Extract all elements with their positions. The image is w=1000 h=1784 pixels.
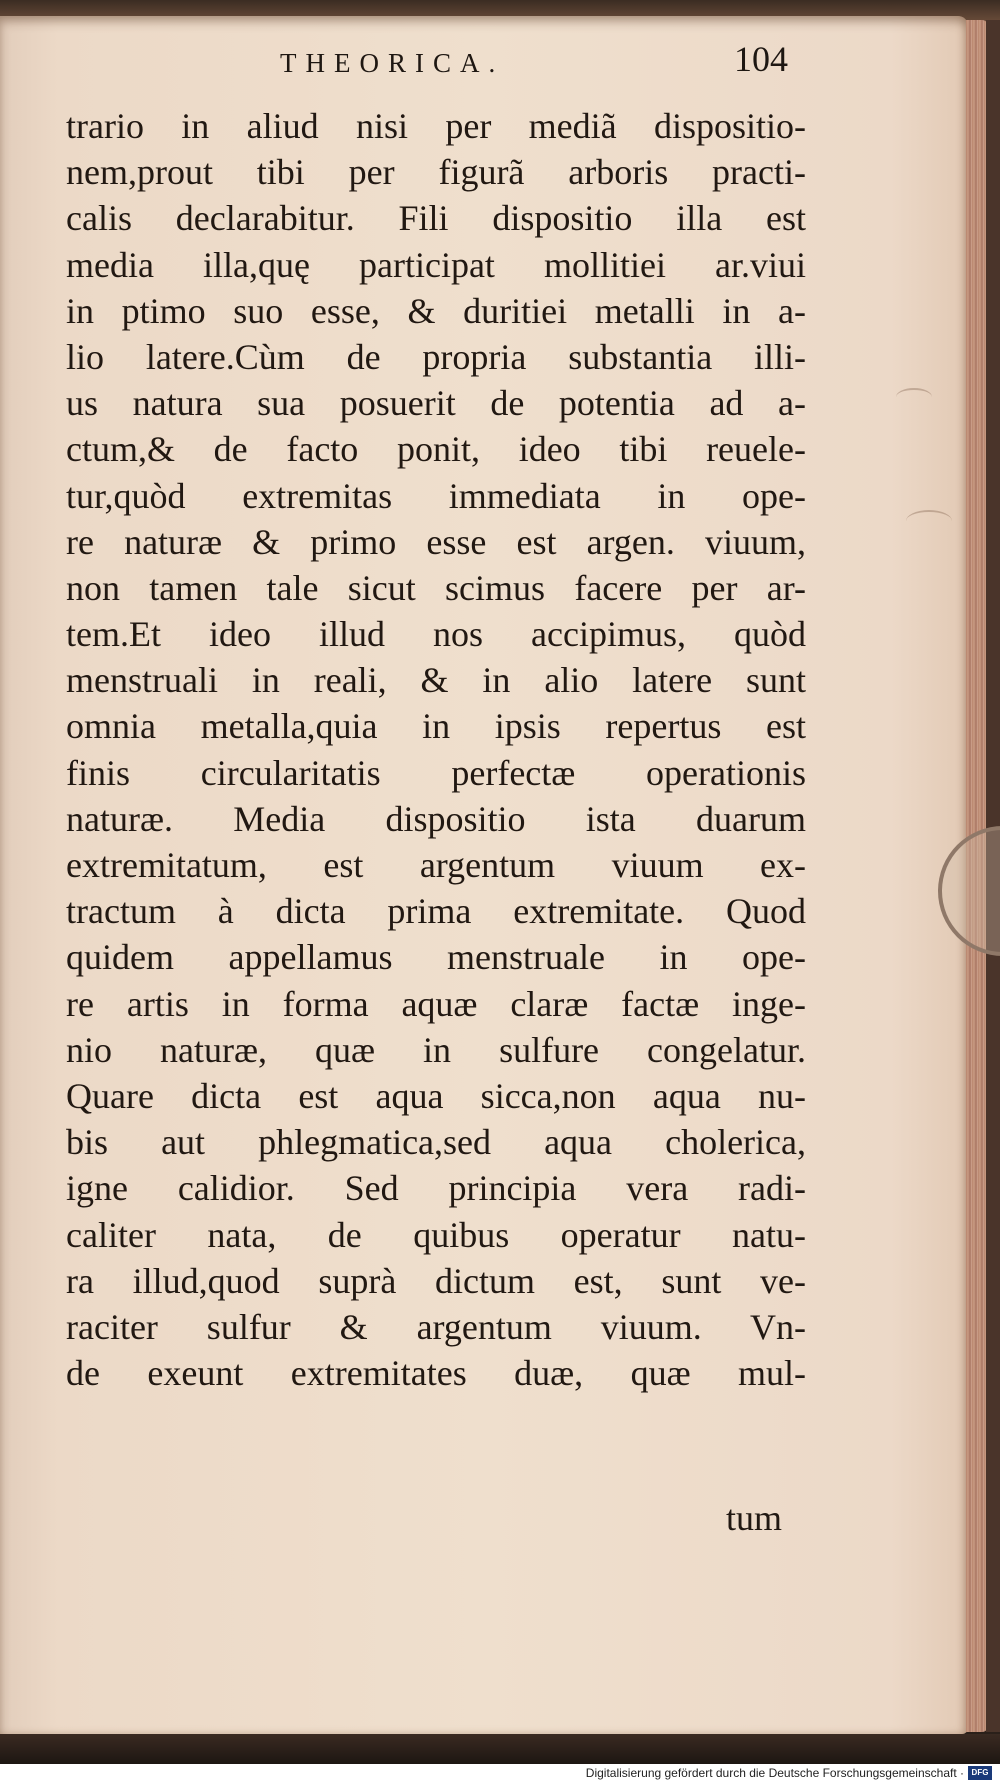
bottom-background-band: [0, 1734, 1000, 1764]
text-line: media illa,quę participat mollitiei ar.viui: [66, 244, 806, 285]
text-line: nem,prout tibi per figurã arboris practi-: [66, 152, 806, 193]
text-line: re artis in forma aquæ claræ factæ inge-: [66, 983, 806, 1024]
body-text: [66, 103, 806, 1396]
text-line: tur,quòd extremitas immediata in ope-: [66, 475, 806, 516]
text-line: ctum,& de facto ponit, ideo tibi reuele-: [66, 429, 806, 470]
text-line: bis aut phlegmatica,sed aqua cholerica,: [66, 1122, 806, 1163]
dfg-logo-icon: DFG: [968, 1766, 992, 1780]
text-line: quidem appellamus menstruale in ope-: [66, 937, 806, 978]
catchword: tum: [726, 1498, 783, 1538]
text-line: omnia metalla,quia in ipsis repertus est: [66, 706, 806, 747]
page-number: 104: [734, 39, 788, 79]
text-line: igne calidior. Sed principia vera radi-: [66, 1168, 806, 1209]
text-line: Quare dicta est aqua sicca,non aqua nu-: [66, 1075, 806, 1116]
text-line: ra illud,quod suprà dictum est, sunt ve-: [66, 1260, 806, 1301]
text-line: re naturæ & primo esse est argen. viuum,: [66, 521, 806, 562]
paper-mark: [896, 388, 932, 406]
text-line: tractum à dicta prima extremitate. Quod: [66, 891, 806, 932]
text-line: us natura sua posuerit de potentia ad a-: [66, 383, 806, 424]
text-line: non tamen tale sicut scimus facere per ar-: [66, 567, 806, 608]
running-title: THEORICA.: [280, 48, 505, 78]
text-line: extremitatum, est argentum viuum ex-: [66, 845, 806, 885]
text-line: menstruali in reali, & in alio latere sunt: [66, 660, 806, 701]
paper-mark: [906, 510, 952, 532]
text-line: calis declarabitur. Fili dispositio illa est: [66, 198, 806, 239]
text-line: naturæ. Media dispositio ista duarum: [66, 798, 806, 839]
text-line: caliter nata, de quibus operatur natu-: [66, 1214, 806, 1255]
text-line: nio naturæ, quæ in sulfure congelatur.: [66, 1029, 806, 1070]
digitization-credit: Digitalisierung gefördert durch die Deutsche Forschungsgemeinschaft ·: [585, 1766, 964, 1780]
text-line: finis circularitatis perfectæ operationis: [66, 752, 806, 793]
text-line: in ptimo suo esse, & duritiei metalli in a-: [66, 290, 806, 331]
text-line: trario in aliud nisi per mediã dispositio-: [66, 106, 806, 146]
text-line: de exeunt extremitates duæ, quæ mul-: [66, 1353, 806, 1394]
text-line: tem.Et ideo illud nos accipimus, quòd: [66, 614, 806, 655]
text-line: lio latere.Cùm de propria substantia illi-: [66, 336, 806, 377]
text-line: raciter sulfur & argentum viuum. Vn-: [66, 1306, 806, 1347]
